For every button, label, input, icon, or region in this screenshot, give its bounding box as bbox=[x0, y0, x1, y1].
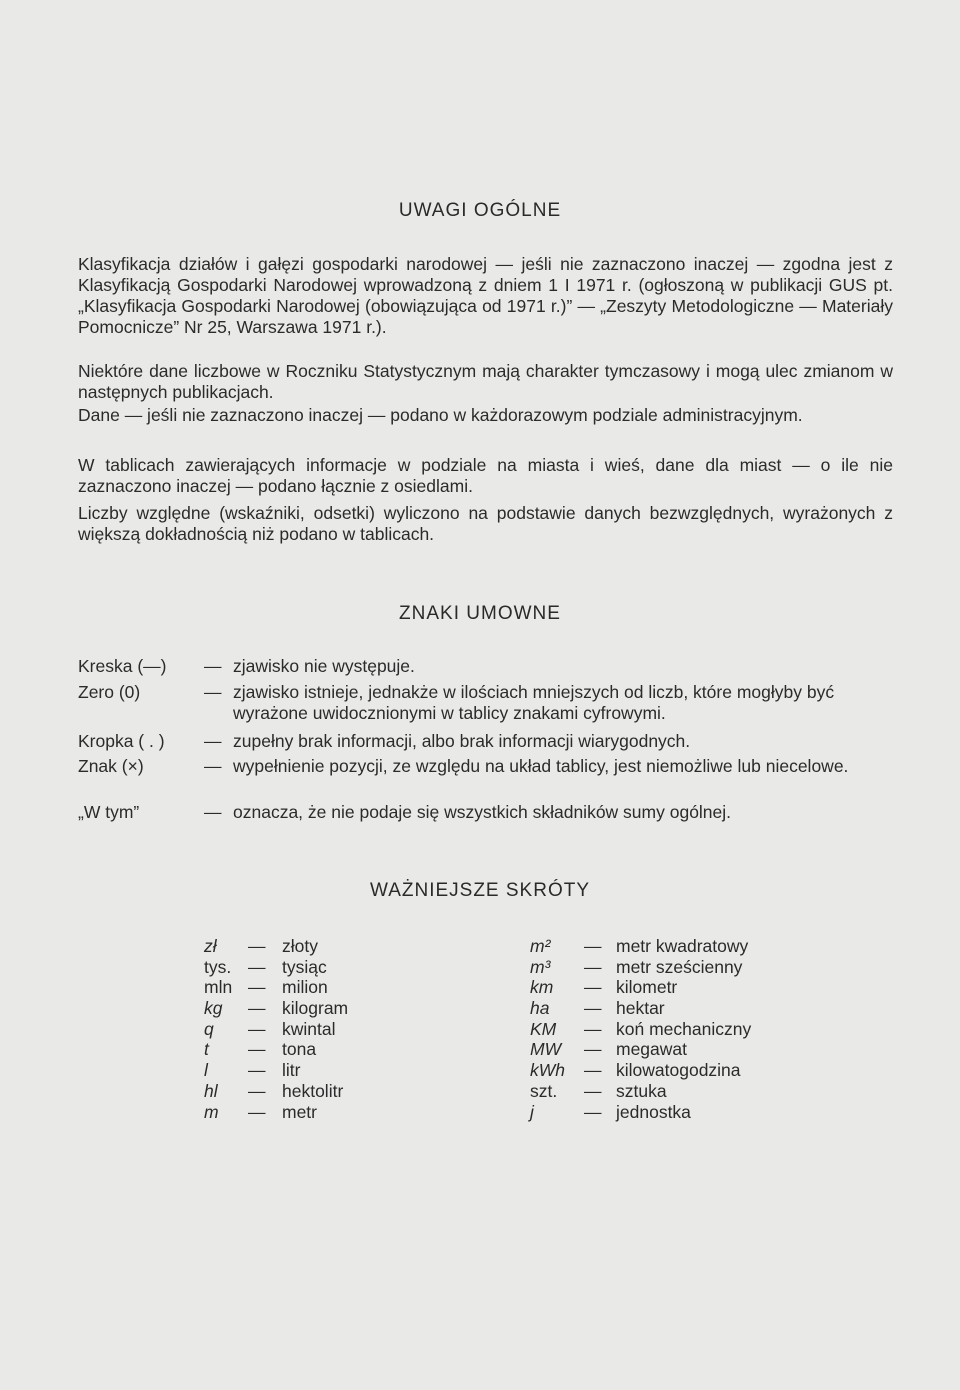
abbreviations-heading: WAŻNIEJSZE SKRÓTY bbox=[369, 880, 591, 901]
symbol-dash: — bbox=[204, 656, 222, 676]
abbreviation: szt. bbox=[530, 1080, 558, 1101]
abbreviation-meaning: kwintal bbox=[282, 1018, 336, 1039]
abbreviation-dash: — bbox=[248, 956, 266, 977]
notes-paragraph-3: Dane — jeśli nie zaznaczono inaczej — podano w każdorazowym podziale administracyjnym. bbox=[78, 405, 803, 425]
abbreviation-row bbox=[530, 977, 790, 998]
symbol-description: wypełnienie pozycji, ze względu na układ tablicy, jest niemożliwe lub niecelowe. bbox=[233, 756, 849, 776]
abbreviations-left-column bbox=[204, 936, 434, 1122]
symbol-description: zjawisko nie występuje. bbox=[233, 656, 415, 676]
notes-paragraph-1: Klasyfikacja działów i gałęzi gospodarki narodowej — jeśli nie zaznaczono inaczej — zgodna jest z Klasyfikacją Gospodarki Narodowej wprowadzoną z dniem 1 I 1971 r. (ogłoszoną w publikacji GUS pt. „Klasyfikacja Gospodarki Narodowej (obowiązująca od 1971 r.)” — „Zeszyty Metodologiczne — Materiały Pomocnicze” Nr 25, Warszawa 1971 r.). bbox=[78, 254, 893, 337]
abbreviation-dash: — bbox=[584, 1039, 602, 1060]
abbreviation-meaning: jednostka bbox=[616, 1101, 691, 1122]
notes-paragraph-2: Niektóre dane liczbowe w Roczniku Statystycznym mają charakter tymczasowy i mogą ulec zmianom w następnych publikacjach. bbox=[78, 361, 893, 402]
abbreviation-row bbox=[204, 936, 434, 957]
abbreviation-row bbox=[204, 977, 434, 998]
abbreviation-row bbox=[530, 936, 790, 957]
abbreviation-dash: — bbox=[584, 956, 602, 977]
abbreviation-meaning: hektolitr bbox=[282, 1080, 344, 1101]
general-notes-heading: UWAGI OGÓLNE bbox=[398, 200, 562, 221]
abbreviation-meaning: koń mechaniczny bbox=[616, 1018, 752, 1039]
symbol-term: Kropka ( . ) bbox=[78, 731, 165, 751]
abbreviation-dash: — bbox=[584, 1018, 602, 1039]
abbreviation-dash: — bbox=[248, 1080, 266, 1101]
abbreviation-dash: — bbox=[584, 1101, 602, 1122]
abbreviation: m² bbox=[530, 936, 551, 956]
abbreviation-dash: — bbox=[248, 1039, 266, 1060]
abbreviation-meaning: metr kwadratowy bbox=[616, 936, 749, 956]
abbreviation-meaning: metr bbox=[282, 1101, 317, 1122]
abbreviation-row bbox=[204, 1060, 434, 1081]
abbreviation: km bbox=[530, 977, 554, 998]
abbreviation-row bbox=[530, 1060, 790, 1081]
abbreviation: m³ bbox=[530, 956, 551, 977]
abbreviation-meaning: metr sześcienny bbox=[616, 956, 743, 977]
symbol-description: oznacza, że nie podaje się wszystkich składników sumy ogólnej. bbox=[233, 802, 732, 822]
abbreviation-meaning: kilometr bbox=[616, 977, 678, 998]
abbreviation-meaning: litr bbox=[282, 1060, 301, 1081]
abbreviation-row bbox=[204, 998, 434, 1019]
abbreviation-row bbox=[204, 1081, 434, 1102]
abbreviation: kg bbox=[204, 998, 223, 1019]
abbreviation-row bbox=[530, 998, 790, 1019]
notes-paragraph-5: Liczby względne (wskaźniki, odsetki) wyliczono na podstawie danych bezwzględnych, wyrażonych z większą dokładnością niż podano w tablicach. bbox=[78, 503, 893, 544]
abbreviation: KM bbox=[530, 1018, 557, 1039]
abbreviation: m bbox=[204, 1101, 219, 1122]
abbreviation-dash: — bbox=[248, 998, 266, 1019]
abbreviations-right-column bbox=[530, 936, 790, 1122]
abbreviation: mln bbox=[204, 977, 233, 998]
symbol-dash: — bbox=[204, 756, 222, 776]
abbreviation-row bbox=[530, 957, 790, 978]
abbreviation-dash: — bbox=[248, 1018, 266, 1039]
abbreviation-row bbox=[530, 1081, 790, 1102]
symbol-description: zupełny brak informacji, albo brak informacji wiarygodnych. bbox=[233, 731, 691, 751]
abbreviation-row bbox=[204, 1039, 434, 1060]
abbreviation: zł bbox=[204, 936, 217, 956]
symbol-term: Kreska (—) bbox=[78, 656, 167, 676]
abbreviation-meaning: kilowatogodzina bbox=[616, 1060, 741, 1081]
abbreviation-dash: — bbox=[584, 936, 602, 956]
abbreviation-dash: — bbox=[248, 1101, 266, 1122]
symbol-term: Znak (×) bbox=[78, 756, 144, 776]
abbreviation-dash: — bbox=[248, 936, 266, 956]
abbreviation-row bbox=[530, 1019, 790, 1040]
symbol-term: Zero (0) bbox=[78, 682, 141, 702]
abbreviation: q bbox=[204, 1018, 214, 1039]
abbreviation: MW bbox=[530, 1039, 562, 1060]
abbreviation: ha bbox=[530, 998, 550, 1019]
abbreviation-meaning: tysiąc bbox=[282, 956, 327, 977]
abbreviation: hl bbox=[204, 1080, 218, 1101]
abbreviation-dash: — bbox=[584, 977, 602, 998]
abbreviation-dash: — bbox=[584, 1080, 602, 1101]
abbreviation-row bbox=[530, 1039, 790, 1060]
abbreviation-row bbox=[530, 1102, 790, 1123]
symbol-dash: — bbox=[204, 731, 222, 751]
abbreviation-dash: — bbox=[248, 977, 266, 998]
symbol-term: „W tym” bbox=[78, 802, 140, 822]
abbreviation-dash: — bbox=[248, 1060, 266, 1081]
symbol-description: zjawisko istnieje, jednakże w ilościach mniejszych od liczb, które mogłyby być wyrażone uwidocznionymi w tablicy znakami cyfrowymi. bbox=[233, 682, 835, 723]
abbreviation-dash: — bbox=[584, 998, 602, 1019]
abbreviation: tys. bbox=[204, 956, 232, 977]
abbreviation-meaning: megawat bbox=[616, 1039, 688, 1060]
abbreviation-meaning: hektar bbox=[616, 998, 665, 1019]
abbreviation: t bbox=[204, 1039, 209, 1060]
abbreviation-row bbox=[204, 1019, 434, 1040]
abbreviation-dash: — bbox=[584, 1060, 602, 1081]
abbreviation-meaning: tona bbox=[282, 1039, 317, 1060]
abbreviation-meaning: sztuka bbox=[616, 1080, 667, 1101]
abbreviation-row bbox=[204, 957, 434, 978]
abbreviation: l bbox=[204, 1060, 208, 1081]
abbreviation-meaning: milion bbox=[282, 977, 328, 998]
symbol-dash: — bbox=[204, 682, 222, 702]
abbreviation-meaning: złoty bbox=[282, 936, 318, 956]
abbreviation: kWh bbox=[530, 1060, 565, 1081]
abbreviation-row bbox=[204, 1102, 434, 1123]
symbol-dash: — bbox=[204, 802, 222, 822]
symbols-heading: ZNAKI UMOWNE bbox=[399, 603, 561, 624]
abbreviation-meaning: kilogram bbox=[282, 998, 349, 1019]
notes-paragraph-4: W tablicach zawierających informacje w podziale na miasta i wieś, dane dla miast — o ile nie zaznaczono inaczej — podano łącznie z osiedlami. bbox=[78, 455, 893, 496]
abbreviation: j bbox=[530, 1101, 534, 1122]
